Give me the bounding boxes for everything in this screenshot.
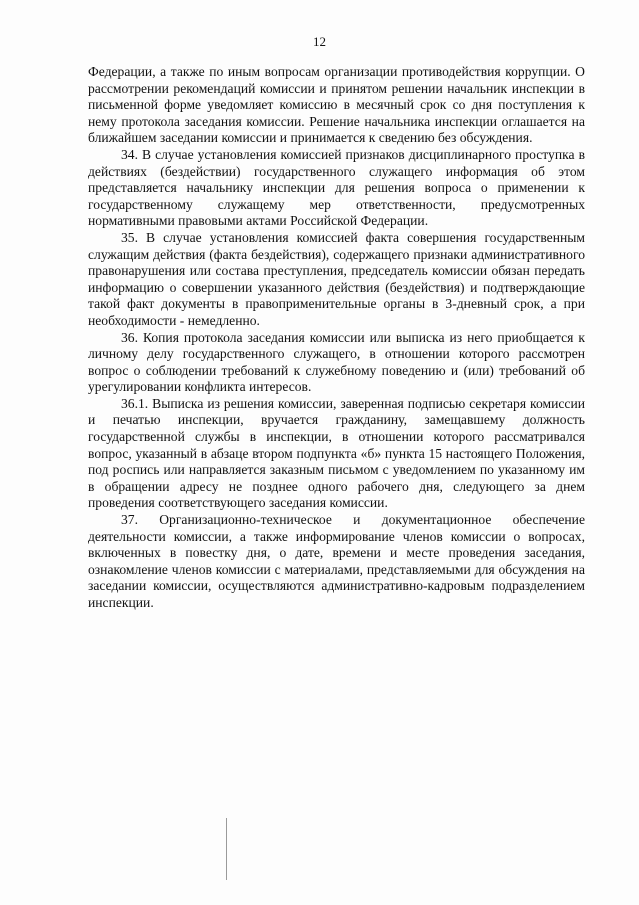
document-body [88,64,585,612]
paragraph-37: 37. Организационно-техническое и документационное обеспечение деятельности комиссии, а также информирование членов комиссии о вопросах, включенных в повестку дня, о дате, времени и месте проведения заседания, ознакомление членов комиссии с материалами, представляемыми для обсуждения на заседании комиссии, осуществляются административно-кадровым подразделением инспекции. [88,512,585,610]
paragraph-36: 36. Копия протокола заседания комиссии или выписка из него приобщается к личному делу государственного служащего, в отношении которого рассмотрен вопрос о соблюдении требований к служебному поведению и (или) требований об урегулировании конфликта интересов. [88,329,585,395]
paragraph-35: 35. В случае установления комиссией факта совершения государственным служащим действия (факта бездействия), содержащего признаки административного правонарушения или состава преступления, председатель комиссии обязан передать информацию о совершении указанного действия (бездействия) и подтверждающие такой факт документы в правоприменительные органы в 3-дневный срок, а при необходимости - немедленно. [88,229,585,328]
page-number: 12 [313,34,326,49]
paragraph-34: 34. В случае установления комиссией признаков дисциплинарного проступка в действиях (бездействии) государственного служащего информация об этом представляется начальнику инспекции для решения вопроса о применении к государственному служащему мер ответственности, предусмотренных нормативными правовыми актами Российской Федерации. [88,146,585,229]
paragraph-36-1: 36.1. Выписка из решения комиссии, заверенная подписью секретаря комиссии и печатью инспекции, вручается гражданину, замещавшему должность государственной службы в инспекции, в отношении которого рассматривался вопрос, указанный в абзаце втором подпункта «б» пункта 15 настоящего Положения, под роспись или направляется заказным письмом с уведомлением по указанному им в обращении адресу не позднее одного рабочего дня, следующего за днем проведения соответствующего заседания комиссии. [88,395,585,511]
paragraph-continuation: Федерации, а также по иным вопросам организации противодействия коррупции. О рассмотрении рекомендаций комиссии и принятом решении начальник инспекции в письменной форме уведомляет комиссию в месячный срок со дня поступления к нему протокола заседания комиссии. Решение начальника инспекции оглашается на ближайшем заседании комиссии и принимается к сведению без обсуждения. [88,64,585,146]
scan-margin-line [226,818,227,880]
